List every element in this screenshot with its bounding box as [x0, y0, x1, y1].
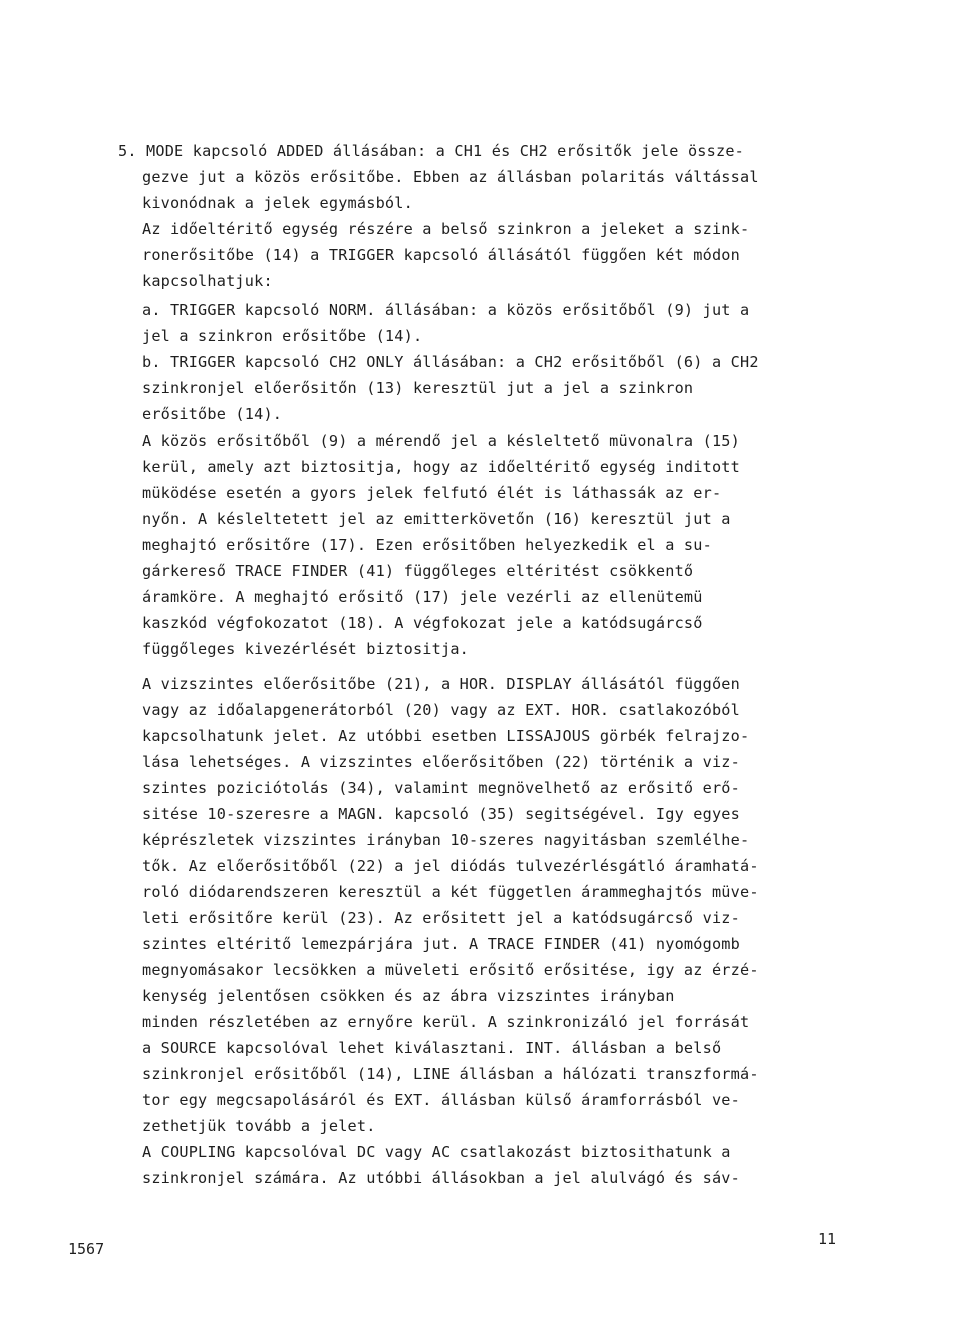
text-line: lása lehetséges. A vizszintes előerősitőben (22) történik a viz-: [142, 753, 740, 771]
text-line: meghajtó erősitőre (17). Ezen erősitőben helyezkedik el a su-: [142, 536, 712, 554]
text-line: gárkereső TRACE FINDER (41) függőleges eltéritést csökkentő: [142, 562, 694, 580]
text-line: erősitőbe (14).: [142, 405, 283, 423]
text-line: b. TRIGGER kapcsoló CH2 ONLY állásában: a CH2 erősitőből (6) a CH2: [142, 353, 759, 371]
text-line: tők. Az előerősitőből (22) a jel diódás tulvezérlésgátló áramhatá-: [142, 857, 759, 875]
text-line: kaszkód végfokozatot (18). A végfokozat jele a katódsugárcső: [142, 614, 703, 632]
text-line: sitése 10-szeresre a MAGN. kapcsoló (35) segitségével. Igy egyes: [142, 805, 740, 823]
text-line: kapcsolhatjuk:: [142, 272, 273, 290]
text-line: kivonódnak a jelek egymásból.: [142, 194, 413, 212]
document-code: 1567: [68, 1240, 105, 1258]
text-line: Az időeltéritő egység részére a belső szinkron a jeleket a szink-: [142, 220, 750, 238]
text-line: A közös erősitőből (9) a mérendő jel a késleltető müvonalra (15): [142, 432, 740, 450]
text-line: szinkronjel előerősitőn (13) keresztül jut a jel a szinkron: [142, 379, 694, 397]
text-line: gezve jut a közös erősitőbe. Ebben az állásban polaritás váltással: [142, 168, 759, 186]
text-line: szintes eltéritő lemezpárjára jut. A TRACE FINDER (41) nyomógomb: [142, 935, 740, 953]
page-number: 11: [818, 1230, 837, 1248]
text-line: jel a szinkron erősitőbe (14).: [142, 327, 423, 345]
text-line: kerül, amely azt biztositja, hogy az időeltéritő egység inditott: [142, 458, 740, 476]
text-line: nyőn. A késleltetett jel az emitterkövetőn (16) keresztül jut a: [142, 510, 731, 528]
text-line: megnyomásakor lecsökken a müveleti erősitő erősitése, igy az érzé-: [142, 961, 759, 979]
text-line: tor egy megcsapolásáról és EXT. állásban külső áramforrásból ve-: [142, 1091, 740, 1109]
text-line: A COUPLING kapcsolóval DC vagy AC csatlakozást biztosithatunk a: [142, 1143, 731, 1161]
text-line: zethetjük tovább a jelet.: [142, 1117, 376, 1135]
text-line: vagy az időalapgenerátorból (20) vagy az EXT. HOR. csatlakozóból: [142, 701, 740, 719]
text-line: képrészletek vizszintes irányban 10-szeres nagyitásban szemlélhe-: [142, 831, 750, 849]
text-line: szintes poziciótolás (34), valamint megnövelhető az erősitő erő-: [142, 779, 740, 797]
text-line: A vizszintes előerősitőbe (21), a HOR. DISPLAY állásától függően: [142, 675, 740, 693]
text-line: a SOURCE kapcsolóval lehet kiválasztani. INT. állásban a belső: [142, 1039, 722, 1057]
text-line: szinkronjel számára. Az utóbbi állásokban a jel alulvágó és sáv-: [142, 1169, 740, 1187]
text-line: roló diódarendszeren keresztül a két független árammeghajtós müve-: [142, 883, 759, 901]
text-line: müködése esetén a gyors jelek felfutó élét is láthassák az er-: [142, 484, 722, 502]
text-line: leti erősitőre kerül (23). Az erősitett jel a katódsugárcső viz-: [142, 909, 740, 927]
text-line: kapcsolhatunk jelet. Az utóbbi esetben LISSAJOUS görbék felrajzo-: [142, 727, 750, 745]
text-line: szinkronjel erősitőből (14), LINE állásban a hálózati transzformá-: [142, 1065, 759, 1083]
text-line: függőleges kivezérlését biztositja.: [142, 640, 470, 658]
text-line: kenység jelentősen csökken és az ábra vizszintes irányban: [142, 987, 675, 1005]
text-line: 5. MODE kapcsoló ADDED állásában: a CH1 és CH2 erősitők jele össze-: [118, 142, 745, 160]
text-line: ronerősitőbe (14) a TRIGGER kapcsoló állásától függően két módon: [142, 246, 740, 264]
text-line: a. TRIGGER kapcsoló NORM. állásában: a közös erősitőből (9) jut a: [142, 301, 750, 319]
text-line: áramköre. A meghajtó erősitő (17) jele vezérli az ellenütemü: [142, 588, 703, 606]
text-line: minden részletében az ernyőre kerül. A szinkronizáló jel forrását: [142, 1013, 750, 1031]
